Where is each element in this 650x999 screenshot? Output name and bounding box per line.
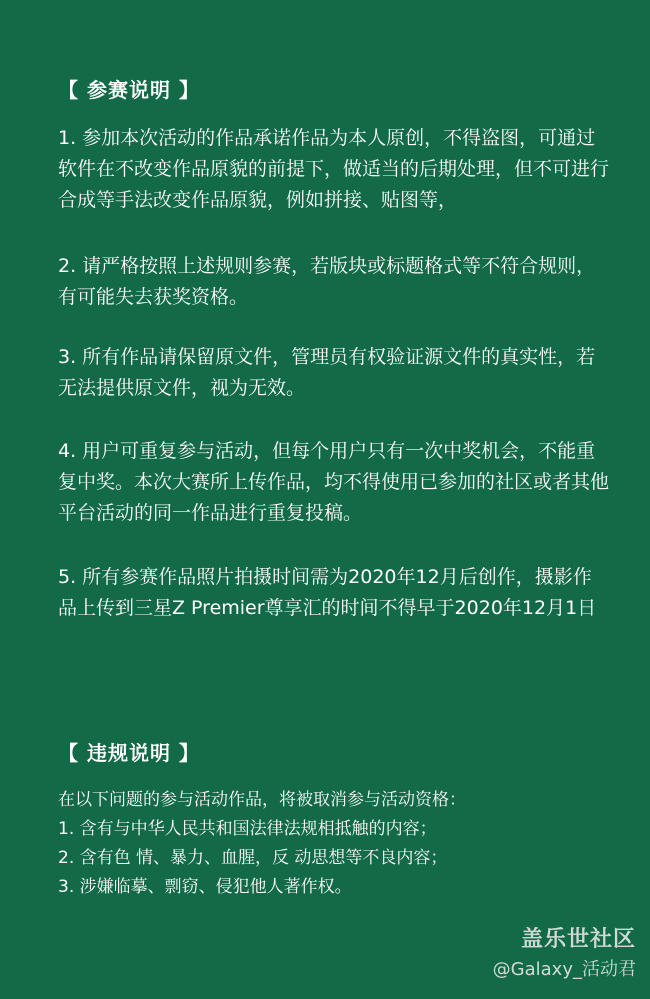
violation-intro: 在以下问题的参与活动作品，将被取消参与活动资格： (58, 790, 466, 810)
watermark-community-name: 盖乐世社区 (520, 927, 636, 952)
violation-item-3: 3. 涉嫌临摹、剽窃、侵犯他人著作权。 (58, 877, 352, 897)
rule-item-4: 4. 用户可重复参与活动，但每个用户只有一次中奖机会，不能重复中奖。本次大赛所上传作品，均不得使用已参加的社区或者其他平台活动的同一作品进行重复投稿。 (58, 440, 610, 524)
rule-item-3: 3. 所有作品请保留原文件，管理员有权验证源文件的真实性，若无法提供原文件，视为无效。 (58, 346, 596, 399)
rule-item-2: 2. 请严格按照上述规则参赛，若版块或标题格式等不符合规则，有可能失去获奖资格。 (58, 255, 596, 308)
violation-item-2: 2. 含有色 情、暴力、血腥，反 动思想等不良内容； (58, 848, 448, 868)
watermark-author-handle: @Galaxy_活动君 (492, 959, 636, 980)
violation-item-1: 1. 含有与中华人民共和国法律法规相抵触的内容； (58, 819, 437, 839)
rules-section-title: 【 参赛说明 】 (58, 78, 200, 102)
rule-item-1: 1. 参加本次活动的作品承诺作品为本人原创，不得盗图，可通过软件在不改变作品原貌的前提下，做适当的后期处理，但不可进行合成等手法改变作品原貌，例如拼接、贴图等， (58, 127, 610, 211)
rule-item-5: 5. 所有参赛作品照片拍摄时间需为2020年12月后创作，摄影作品上传到三星Z Premier尊享汇的时间不得早于2020年12月1日 (58, 566, 597, 619)
violation-list (58, 786, 610, 902)
violation-section-title: 【 违规说明 】 (58, 741, 200, 765)
